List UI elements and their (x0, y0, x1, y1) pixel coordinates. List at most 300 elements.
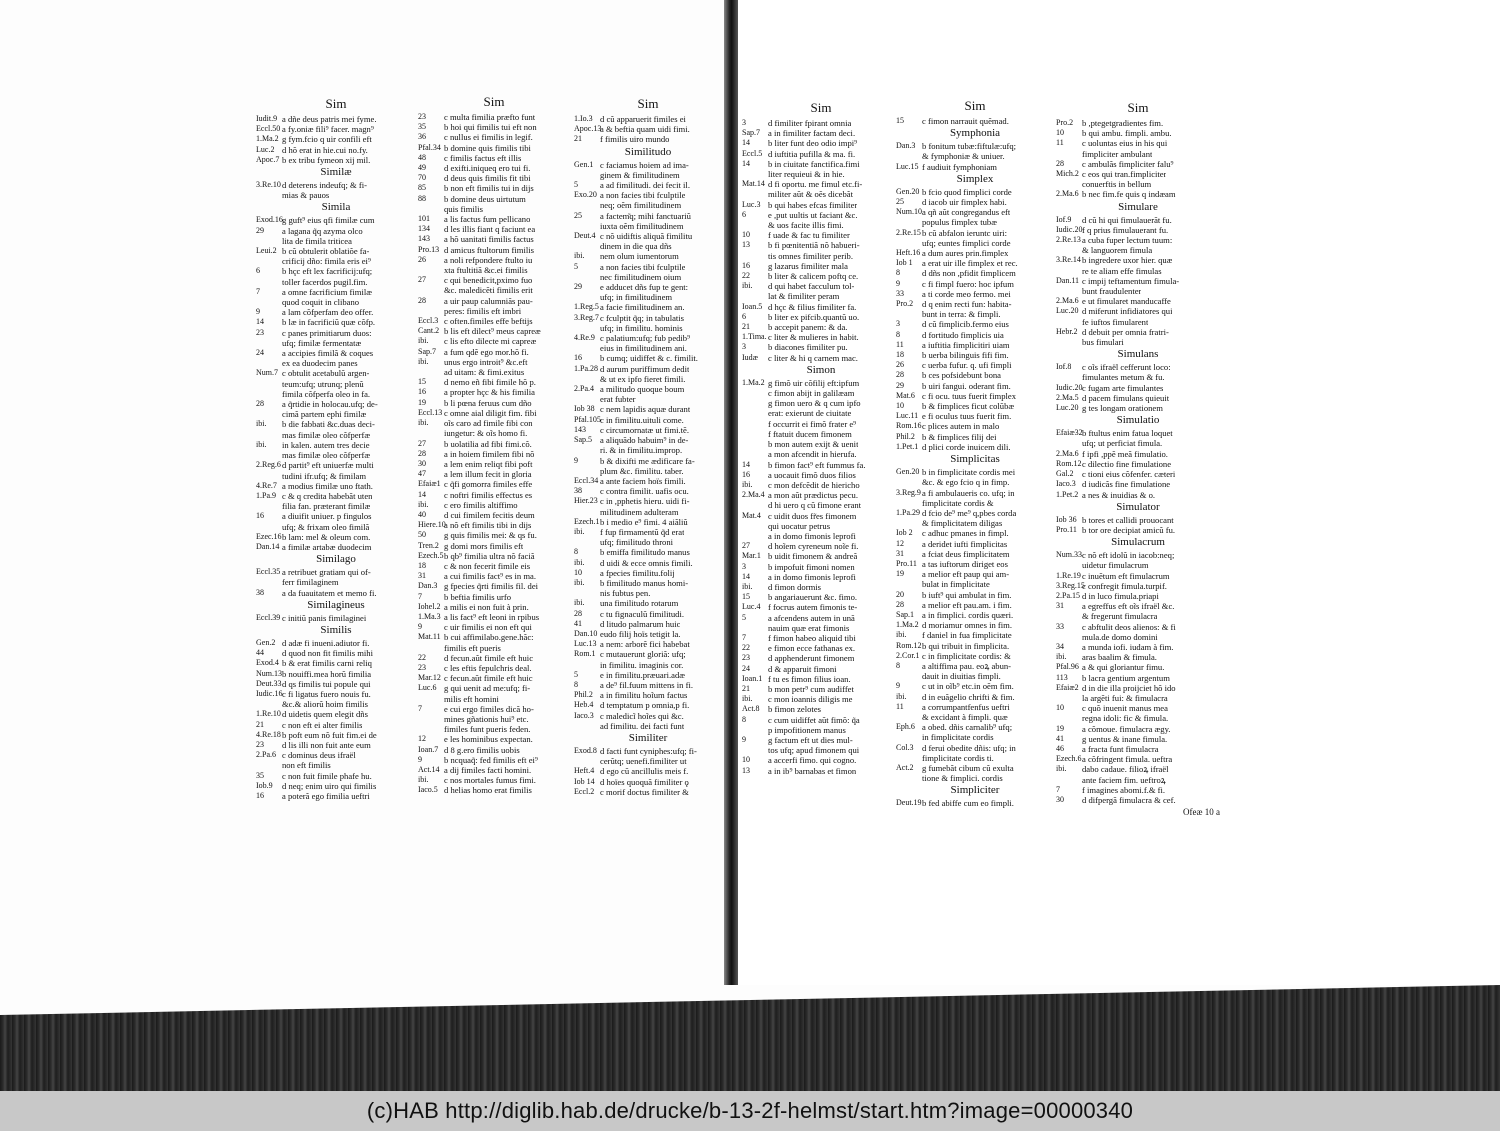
entry-reference: Luc.20 (1056, 306, 1079, 316)
concordance-entry (742, 592, 900, 602)
entry-text: d plici corde inuicem dili. (922, 441, 1011, 452)
entry-reference: 23 (256, 327, 264, 337)
entry-reference (256, 450, 282, 460)
concordance-entry (418, 418, 570, 428)
concordance-entry (742, 511, 900, 521)
entry-reference (896, 309, 922, 319)
entry-reference: Hier.23 (574, 496, 598, 506)
entry-text: c quõ inuenit manus mea (1082, 703, 1168, 714)
entry-reference: 2.Re.15 (896, 227, 921, 237)
concordance-entry (1056, 337, 1220, 347)
entry-reference: Eccl.3 (418, 316, 439, 326)
concordance-entry (896, 569, 1054, 579)
entry-text: fe iuftos fimularent (1082, 316, 1149, 327)
entry-text: d hõ erat in hie.cui no.fy. (282, 144, 368, 155)
concordance-entry (742, 240, 900, 250)
entry-text: a tas iuftorum diriget eos (922, 558, 1008, 569)
concordance-entry (256, 358, 416, 368)
entry-reference: 29 (574, 282, 582, 292)
entry-text: d fecun.aũt fimile eft huic (444, 652, 534, 663)
entry-reference: 8 (574, 679, 578, 689)
concordance-entry (574, 445, 722, 455)
concordance-entry (896, 381, 1054, 391)
entry-reference: 1.Tima. (742, 332, 767, 342)
entry-text: b hoi qui fimilis tui eft non (444, 122, 537, 133)
entry-reference: Tren.2 (418, 540, 439, 550)
concordance-entry (1056, 118, 1220, 128)
entry-text: & uos facite illis fimi. (768, 220, 844, 231)
entry-reference: Iof.8 (1056, 362, 1072, 372)
concordance-entry (574, 496, 722, 506)
concordance-entry (256, 613, 416, 623)
entry-text: b impofuit fimoni nomen (768, 561, 855, 572)
entry-reference (574, 466, 600, 476)
entry-text: a in hoiem fimilem fibi nõ (444, 448, 535, 459)
entry-text: a fracta funt fimulacra (1082, 743, 1159, 754)
entry-reference: Heft.4 (574, 766, 595, 776)
entry-text: a cõfringent fimula. ueftra (1082, 754, 1173, 765)
entry-text: g fpecies q̃rti fimilis fil. dei (444, 581, 539, 592)
entry-text: c ut in oĩb⁹ etc.in oẽm fim. (922, 681, 1014, 692)
concordance-entry (256, 750, 416, 760)
concordance-entry (1056, 642, 1220, 652)
concordance-entry (742, 602, 900, 612)
entry-reference: ibi. (896, 691, 907, 701)
concordance-entry (896, 162, 1054, 172)
concordance-entry (574, 486, 722, 496)
entry-reference: Dan.14 (256, 541, 280, 551)
entry-reference: Iudic.16 (256, 688, 283, 698)
entry-reference: 21 (574, 134, 582, 144)
concordance-entry (742, 613, 900, 623)
concordance-entry (896, 350, 1054, 360)
entry-text: b in fimplicitate cordis mei (922, 467, 1016, 478)
entry-text: c panes primitiarum duos: (282, 327, 372, 338)
entry-reference (574, 323, 600, 333)
entry-text: b i medio e⁹ fimi. 4 aiãliũ (600, 516, 688, 527)
entry-reference (256, 236, 282, 246)
concordance-entry (896, 798, 1054, 808)
entry-text: d uidi & ecce omnis fimili. (600, 557, 693, 568)
entry-reference: 27 (742, 541, 750, 551)
concordance-entry (418, 204, 570, 214)
entry-reference: Eccl.2 (574, 786, 595, 796)
section-heading: Simplex (956, 172, 994, 185)
entry-reference: 9 (418, 622, 422, 632)
concordance-entry (418, 245, 570, 255)
concordance-entry (896, 610, 1054, 620)
entry-reference: 9 (896, 278, 900, 288)
entry-reference: Eccl.35 (256, 567, 281, 577)
entry-text: eudo filij hoïs tetigit la. (600, 628, 681, 639)
concordance-entry (742, 302, 900, 312)
concordance-entry (742, 531, 900, 541)
concordance-entry (574, 394, 722, 404)
entry-reference: 16 (256, 511, 264, 521)
entry-text: d 8 g.ero fimilis uobis (444, 744, 520, 755)
concordance-entry (256, 577, 416, 587)
concordance-entry (1056, 438, 1220, 448)
concordance-entry (742, 674, 900, 684)
entry-text: b emiffa fimilitudo manus (600, 547, 690, 558)
entry-reference: 12 (418, 734, 426, 744)
concordance-entry (742, 169, 900, 179)
entry-reference: Apoc.13 (574, 124, 602, 134)
entry-reference: 48 (418, 152, 426, 162)
concordance-entry (574, 721, 722, 731)
concordance-entry (418, 581, 570, 591)
entry-text: d deus quis fimilis fit tibi (444, 173, 531, 184)
concordance-entry (742, 643, 900, 653)
entry-reference: Col.3 (896, 742, 914, 752)
entry-reference: 7 (418, 703, 422, 713)
entry-text: fimiles funt pueris feden. (444, 724, 531, 735)
entry-reference: 3 (742, 342, 746, 352)
concordance-entry (256, 348, 416, 358)
concordance-entry (896, 319, 1054, 329)
entry-text: b nouiffi.mea horũ fimilia (282, 668, 372, 679)
entry-text: b qui tribuit in fimplicita. (922, 640, 1010, 651)
entry-reference: Deut.4 (574, 231, 596, 241)
concordance-entry (896, 763, 1054, 773)
entry-reference: Deut.19 (896, 798, 922, 808)
entry-text: c non fuit fimile phafe hu. (282, 770, 372, 781)
entry-text: a fimilæ artabæ duodecim (282, 541, 372, 552)
entry-text: e ut fimularet manducaffe (1082, 296, 1171, 307)
entry-reference (742, 169, 768, 179)
concordance-entry (1056, 255, 1220, 265)
concordance-entry (256, 226, 416, 236)
entry-text: d deterens indeufq; & fi- (282, 180, 367, 191)
section-heading: Simulatio (1116, 414, 1160, 427)
entry-text: b ces pofsidebunt bona (922, 370, 1001, 381)
entry-text: ad uitam: & fimi.exitus (444, 367, 525, 378)
entry-text: c uoluntas eius in his qui (1082, 138, 1168, 149)
entry-text: c nullus ei fimilis in legif. (444, 132, 533, 143)
concordance-entry (896, 620, 1054, 630)
concordance-entry (418, 173, 570, 183)
entry-reference (742, 745, 768, 755)
entry-reference: 28 (574, 608, 582, 618)
concordance-entry (256, 638, 416, 648)
entry-reference: 9 (574, 455, 578, 465)
entry-reference: ibi. (742, 694, 753, 704)
entry-text: d fcio de⁹ me⁹ q,pbes corda (922, 507, 1017, 518)
entry-text: d uidetis quem elegit dñs (282, 709, 368, 720)
entry-reference (574, 445, 600, 455)
entry-reference: 3.Reg.15 (1056, 580, 1085, 590)
entry-reference: Pro.11 (1056, 524, 1077, 534)
entry-reference (1056, 245, 1082, 255)
entry-text: a propter hçc & his fimilia (444, 387, 535, 398)
entry-text: d cui fimilem fecitis deum (444, 509, 535, 520)
entry-reference: 5 (574, 669, 578, 679)
entry-text: e adducet dñs fup te gent: (600, 282, 689, 293)
concordance-entry (1056, 169, 1220, 179)
concordance-entry (742, 138, 900, 148)
entry-reference (256, 379, 282, 389)
entry-text: & ut ex ipfo fieret fimili. (600, 373, 686, 384)
concordance-entry (256, 689, 416, 699)
entry-text: a militudo quoque boum (600, 384, 685, 395)
column-head: Sim (483, 94, 505, 109)
entry-text: b liter & calicem poftq ce. (768, 271, 859, 282)
concordance-entry (418, 449, 570, 459)
entry-reference: Rom.12 (896, 640, 922, 650)
section-heading: Simulare (1118, 200, 1158, 213)
entry-text: mas fimilæ oleo cõfperfæ (282, 429, 371, 440)
entry-text: a lis factus fum pellicano (444, 214, 531, 225)
entry-reference: Iob 1 (896, 258, 913, 268)
entry-text: f ipfi ,ppẽ meã fimulatio. (1082, 448, 1168, 459)
entry-text: f fimilis uiro mundo (600, 134, 670, 145)
entry-text: bulat in fimplicitate (922, 579, 990, 590)
entry-text: erat fubter (600, 394, 636, 405)
entry-reference: 1.Pet.1 (896, 441, 919, 451)
entry-text: lat & fimiliter peram (768, 291, 840, 302)
concordance-entry (256, 501, 416, 511)
entry-text: a mon afcendit in hierufa. (768, 449, 857, 460)
footer-url: (c)HAB http://diglib.hab.de/drucke/b-13-2f-helmst/start.htm?image=00000340 (366, 1098, 1134, 1123)
entry-reference: Sap.7 (742, 128, 760, 138)
entry-reference: 36 (418, 132, 426, 142)
concordance-entry (418, 387, 570, 397)
entry-reference (742, 189, 768, 199)
entry-text: e les hominibus expectan. (444, 734, 533, 745)
concordance-entry (742, 704, 900, 714)
entry-text: ufq; fimilitudo throni (600, 537, 674, 548)
entry-text: c impij teftamentum fimula- (1082, 275, 1180, 286)
concordance-entry (1056, 306, 1220, 316)
entry-reference: Luc.3 (742, 199, 761, 209)
entry-reference: Iob.9 (256, 780, 273, 790)
entry-text: ufq; in fimilitudinem (600, 292, 673, 303)
entry-reference (256, 430, 282, 440)
concordance-entry (574, 333, 722, 343)
entry-text: a omne facrificium fimilæ (282, 286, 372, 297)
concordance-entry (256, 190, 416, 200)
column-head: Sim (1127, 100, 1149, 115)
concordance-entry (896, 228, 1054, 238)
concordance-entry (256, 287, 416, 297)
entry-reference: 2.Ma.4 (742, 490, 765, 500)
entry-text: & excidant à fimpli. quæ (922, 711, 1008, 722)
entry-reference: 143 (574, 424, 586, 434)
entry-text: a poterã ego fimilia ueftri (282, 790, 370, 801)
entry-text: a altiffima pau. eoꝝ abun- (922, 660, 1012, 671)
entry-text: a cuba fuper lectum tuum: (1082, 235, 1173, 246)
entry-text: a lagana q̃q azyma olco (282, 225, 363, 236)
entry-text: c contra fimilit. uafis ocu. (600, 486, 689, 497)
concordance-entry (418, 704, 570, 714)
entry-text: a accerfi fimo. qui cogno. (768, 755, 857, 766)
concordance-entry (896, 651, 1054, 661)
entry-reference: 29 (896, 380, 904, 390)
concordance-entry (418, 755, 570, 765)
concordance-entry (256, 180, 416, 190)
entry-reference (1056, 560, 1082, 570)
entry-reference (574, 170, 600, 180)
entry-reference: 21 (742, 322, 750, 332)
concordance-entry (742, 398, 900, 408)
concordance-entry (574, 241, 722, 251)
entry-reference: Exod.4 (256, 658, 279, 668)
entry-reference: 21 (742, 683, 750, 693)
entry-text: c nõ eft idolũ in iacob:neq; (1082, 550, 1175, 561)
concordance-entry (418, 367, 570, 377)
concordance-entry (1056, 215, 1220, 225)
concordance-entry (418, 153, 570, 163)
entry-reference: 1.Pet.2 (1056, 489, 1079, 499)
entry-reference: Ezech.6 (1056, 754, 1082, 764)
entry-text: f audiuit fymphoniam (922, 161, 997, 172)
entry-text: f tu es fimon filius ioan. (768, 673, 851, 684)
entry-reference (1056, 775, 1082, 785)
entry-text: b liter funt deo odio impi⁹ (768, 138, 858, 149)
concordance-entry (742, 200, 900, 210)
concordance-entry (742, 470, 900, 480)
concordance-entry (574, 292, 722, 302)
entry-reference: Iob 2 (896, 528, 913, 538)
entry-text: militudinem adulteram (600, 506, 679, 517)
entry-text: d dñs non ,pfidit fimplicem (922, 268, 1016, 279)
concordance-entry (256, 399, 416, 409)
concordance-entry (742, 745, 900, 755)
concordance-entry (1056, 449, 1220, 459)
concordance-entry (742, 312, 900, 322)
entry-text: nis fubtus pen. (600, 588, 651, 599)
entry-text: d fimiliter fpirant omnia (768, 118, 852, 128)
concordance-entry (418, 306, 570, 316)
entry-reference: 28 (1056, 158, 1064, 168)
concordance-entry (256, 317, 416, 327)
concordance-entry (574, 670, 722, 680)
entry-reference: ibi. (418, 499, 429, 509)
entry-text: & fregerunt fimulacra (1082, 611, 1158, 622)
concordance-entry (896, 207, 1054, 217)
section-heading: Similago (316, 553, 356, 566)
concordance-entry (418, 673, 570, 683)
concordance-entry (256, 246, 416, 256)
entry-text: g factum eft ut dies mul- (768, 734, 853, 745)
entry-reference (742, 419, 768, 429)
entry-reference: Phil.2 (574, 690, 593, 700)
concordance-entry (742, 353, 900, 363)
entry-text: b læ in facrificiũ quæ cõfp. (282, 317, 376, 328)
entry-text: d in luco fimula.priapi (1082, 590, 1159, 601)
concordance-entry (574, 343, 722, 353)
entry-text: d nemo eñ fibi fimile hõ p. (444, 377, 536, 388)
entry-text: a mon aũt prædictus pecu. (768, 490, 858, 501)
entry-reference: Sap.5 (574, 435, 592, 445)
concordance-entry (574, 456, 722, 466)
concordance-entry (896, 498, 1054, 508)
entry-reference (896, 477, 922, 487)
entry-text: a in fimiliter factam deci. (768, 128, 856, 139)
section-heading: Similagineus (307, 598, 365, 611)
concordance-entry (742, 230, 900, 240)
concordance-entry (574, 578, 722, 588)
concordance-entry (574, 231, 722, 241)
entry-text: a obed. dñis carnalib⁹ ufq; (922, 722, 1013, 733)
concordance-entry (1056, 469, 1220, 479)
entry-text: a in fimilitu hoĩum factus (600, 690, 688, 701)
entry-text: & fymphoniæ & uniuer. (922, 151, 1005, 162)
entry-text: a hõ uanitati fimilis factus (444, 234, 534, 245)
entry-reference (742, 725, 768, 735)
entry-reference: ibi. (1056, 764, 1067, 774)
entry-text: a fpecies fimilitu.folij (600, 567, 675, 578)
concordance-entry (256, 720, 416, 730)
entry-text: d q enim recti fun: habita- (922, 299, 1012, 310)
entry-text: ad fimilitu. dei facti funt (600, 720, 685, 731)
entry-text: a dij fimiles facti homini. (444, 765, 532, 775)
concordance-entry (742, 149, 900, 159)
entry-text: c tioni eius cõfenfer. cæteri (1082, 469, 1176, 480)
concordance-entry (1056, 490, 1220, 500)
concordance-entry (256, 277, 416, 287)
concordance-entry (742, 755, 900, 765)
entry-reference: 2.Reg.6 (256, 460, 281, 470)
entry-reference (256, 338, 282, 348)
entry-reference (742, 449, 768, 459)
entry-reference (574, 292, 600, 302)
entry-reference: 1.Ma.2 (896, 620, 919, 630)
entry-text: d adæ fi inueni.adiutor fi. (282, 637, 370, 648)
entry-text: bunt in terra: & fimpli. (922, 309, 1001, 320)
entry-reference: Efaiæ32 (1056, 428, 1083, 438)
concordance-entry (574, 507, 722, 517)
concordance-entry (256, 771, 416, 781)
entry-reference: 16 (256, 790, 264, 800)
entry-reference (742, 251, 768, 261)
entry-text: a & qui gloriantur fimu. (1082, 662, 1165, 673)
entry-text: oĩs caro ad fimile fibi con (444, 418, 533, 429)
entry-text: a non facies tibi fculptile (600, 261, 686, 272)
entry-reference: 20 (896, 589, 904, 599)
entry-reference: Deut.33 (256, 678, 282, 688)
entry-reference: 9 (742, 734, 746, 744)
entry-reference: 4.Re.18 (256, 729, 281, 739)
concordance-entry (256, 699, 416, 709)
section-heading: Similis (320, 623, 352, 636)
entry-reference: Luc.13 (574, 639, 597, 649)
entry-text: c dilectio fine fimulatione (1082, 458, 1172, 469)
entry-reference: Heb.4 (574, 700, 594, 710)
entry-text: nauim quæ erat fimonis (768, 622, 850, 633)
concordance-entry (418, 602, 570, 612)
entry-text: e cui ergo fimiles dicã ho- (444, 703, 534, 714)
entry-reference: 34 (1056, 641, 1064, 651)
entry-reference: 1.Pa.29 (896, 507, 920, 517)
entry-reference (1056, 179, 1082, 189)
concordance-entry (418, 459, 570, 469)
entry-reference: 30 (418, 458, 426, 468)
entry-text: a dñe deus patris mei fyme. (282, 114, 377, 124)
entry-text: c fimilis factus eft illis (444, 152, 522, 163)
entry-reference: 2.Re.13 (1056, 235, 1081, 245)
entry-reference (418, 643, 444, 653)
entry-text: b domine deus uirtutum (444, 193, 526, 204)
entry-reference: 30 (1056, 794, 1064, 804)
entry-reference: 9 (256, 307, 260, 317)
entry-text: bus fimulari (1082, 337, 1124, 348)
concordance-entry (574, 700, 722, 710)
concordance-entry (1056, 683, 1220, 693)
entry-reference: Dan.3 (418, 581, 438, 591)
entry-reference (896, 498, 922, 508)
entry-text: b uiri fangui. oderant fim. (922, 380, 1011, 391)
